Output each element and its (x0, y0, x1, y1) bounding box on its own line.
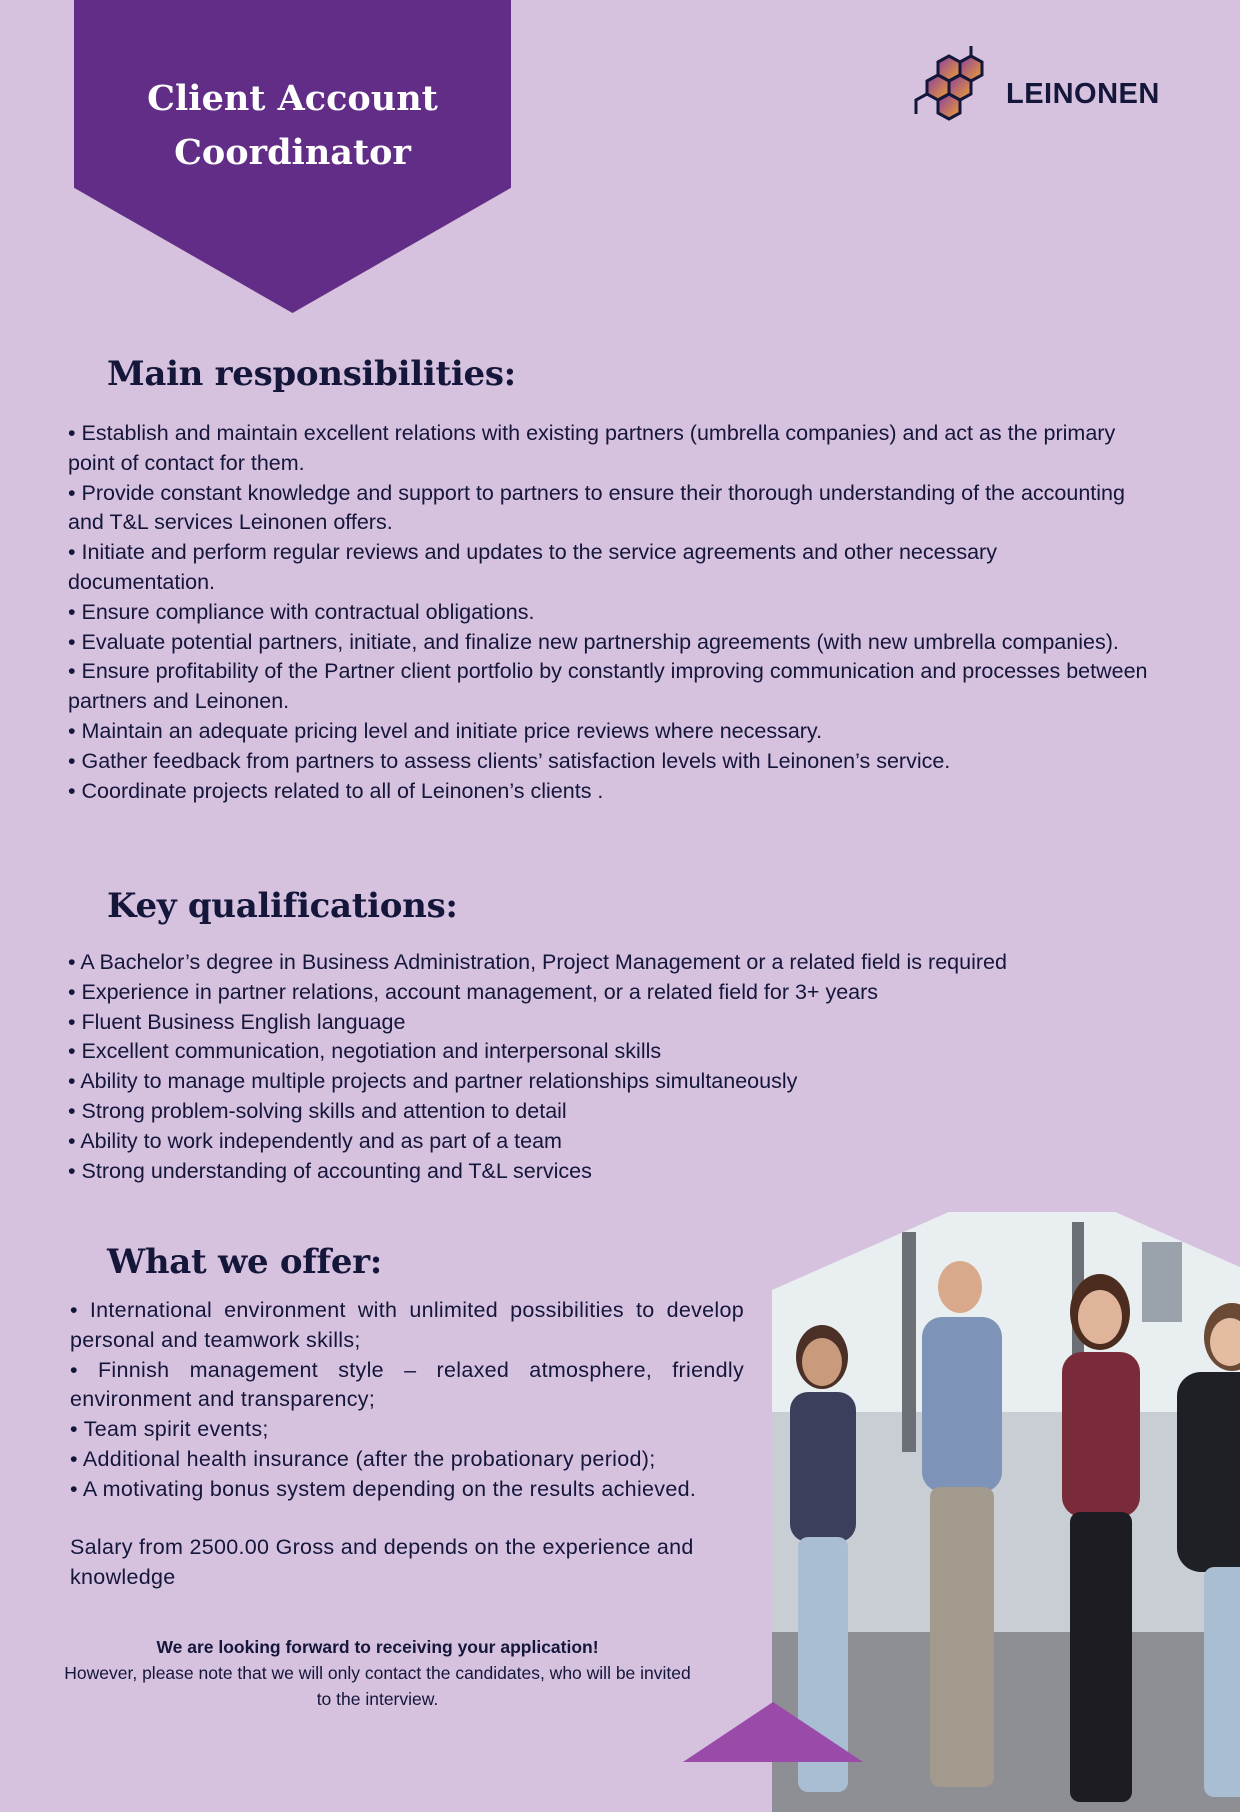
qualifications-heading: Key qualifications: (107, 886, 458, 926)
list-item: • Maintain an adequate pricing level and initiate price reviews where necessary. (68, 718, 823, 743)
list-item: • Initiate and perform regular reviews and updates to the service agreements and other necessary documentation. (68, 540, 997, 594)
list-item: • Establish and maintain excellent relations with existing partners (umbrella companies) and act as the primary point of contact for them. (68, 421, 1116, 475)
list-item: • Ability to work independently and as part of a team (68, 1128, 562, 1153)
closing-note (55, 1634, 700, 1712)
qualifications-list (68, 948, 1168, 1186)
logo-text: LEINONEN (1006, 78, 1160, 110)
list-item: • Coordinate projects related to all of Leinonen’s clients . (68, 778, 604, 803)
list-item: • Team spirit events; (70, 1417, 269, 1442)
list-item: • Excellent communication, negotiation and interpersonal skills (68, 1039, 662, 1064)
list-item: • Ability to manage multiple projects and partner relationships simultaneously (68, 1069, 798, 1094)
list-item: • Fluent Business English language (68, 1009, 406, 1034)
offer-heading: What we offer: (107, 1242, 383, 1282)
salary-text: Salary from 2500.00 Gross and depends on the experience and knowledge (70, 1535, 694, 1589)
list-item: • Gather feedback from partners to assess clients’ satisfaction levels with Leinonen’s service. (68, 748, 951, 773)
list-item: • International environment with unlimited possibilities to develop personal and teamwork skills; (70, 1298, 744, 1352)
job-title-line2: Coordinator (174, 132, 411, 173)
list-item: • A motivating bonus system depending on the results achieved. (70, 1476, 697, 1501)
team-photo-illustration (772, 1212, 1240, 1812)
team-photo (772, 1212, 1240, 1812)
list-item: • A Bachelor’s degree in Business Administration, Project Management or a related field is required (68, 950, 1007, 974)
list-item: • Ensure compliance with contractual obligations. (68, 599, 535, 624)
list-item: • Experience in partner relations, account management, or a related field for 3+ years (68, 979, 879, 1004)
list-item: • Ensure profitability of the Partner client portfolio by constantly improving communication and processes between partners and Leinonen. (68, 659, 1148, 714)
job-title-line1: Client Account (147, 78, 438, 119)
responsibilities-list (68, 419, 1148, 806)
list-item: • Strong understanding of accounting and T&L services (68, 1158, 592, 1183)
responsibilities-heading: Main responsibilities: (107, 354, 516, 394)
list-item: • Additional health insurance (after the probationary period); (70, 1446, 656, 1471)
list-item: • Strong problem-solving skills and attention to detail (68, 1098, 567, 1123)
offer-list (70, 1296, 744, 1505)
list-item: • Evaluate potential partners, initiate, and finalize new partnership agreements (with new umbrella companies). (68, 629, 1119, 654)
list-item: • Provide constant knowledge and support to partners to ensure their thorough understanding of the accounting and T&L services Leinonen offers. (68, 480, 1125, 535)
list-item: • Finnish management style – relaxed atmosphere, friendly environment and transparency; (70, 1357, 744, 1412)
job-title (74, 72, 511, 180)
closing-text: However, please note that we will only contact the candidates, who will be invited to the interview. (64, 1663, 691, 1709)
closing-bold: We are looking forward to receiving your application! (156, 1637, 599, 1657)
